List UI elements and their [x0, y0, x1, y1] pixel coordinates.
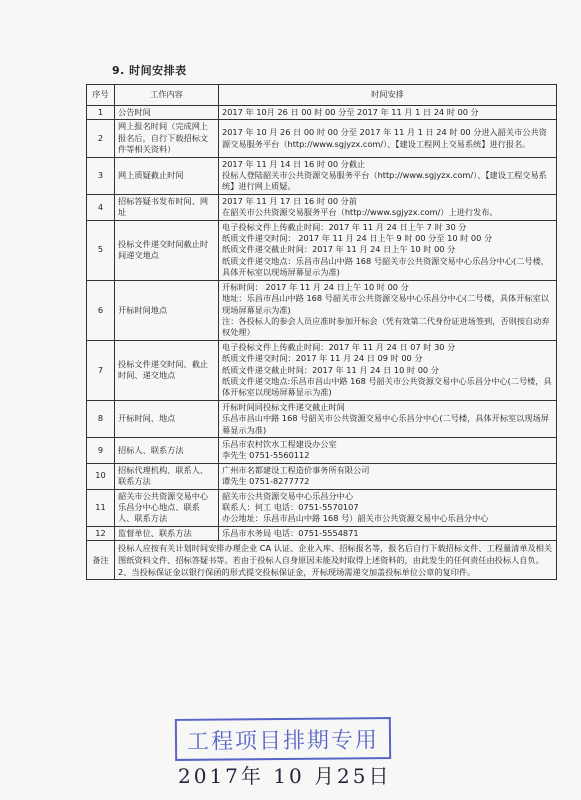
schedule-stamp: 工程项目排期专用 [175, 717, 391, 761]
time-line: 纸质文件递交地点:乐昌市昌山中路 168 号韶关市公共资源交易中心乐昌分中心(二号楼，具体开标室以现场屏幕显示为准) [222, 375, 552, 398]
row-time-arrangement [219, 340, 557, 400]
row-number: 8 [87, 400, 115, 437]
time-line: 开标时间： 2017 年 11 月 24 日上午 10 时 00 分 [222, 281, 409, 292]
row-time-arrangement [219, 489, 557, 526]
time-line: 乐昌市农村饮水工程建设办公室 [222, 438, 337, 449]
row-time-arrangement [219, 400, 557, 437]
table-row [87, 489, 557, 526]
time-line: 广州市名都建设工程造价事务所有限公司 [222, 464, 370, 475]
row-time-arrangement [219, 106, 557, 120]
time-line: 纸质文件递交截止时间：2017 年 11 月 24 日上午 10 时 00 分 [222, 244, 456, 255]
row-number: 10 [87, 463, 115, 489]
time-line: 2017 年 10 月 26 日 00 时 00 分至 2017 年 11 月 1 日 24 时 00 分进入韶关市公共资源交易服务平台（http://www.sgjyzx.com/）、【建设工程网上交易系统】进行报名。 [222, 127, 547, 149]
note-row [87, 541, 557, 580]
row-number: 2 [87, 120, 115, 157]
row-work-item: 投标文件递交时间、截止时间、递交地点 [115, 340, 219, 400]
table-row [87, 220, 557, 280]
table-header-row [87, 85, 557, 106]
row-time-arrangement [219, 437, 557, 463]
table-row [87, 280, 557, 340]
time-line: 联系人：何工 电话：0751-5570107 [222, 502, 359, 512]
row-work-item: 开标时间地点 [115, 280, 219, 340]
time-line: 电子投标文件上传截止时间：2017 年 11 月 24 日 07 时 30 分 [222, 341, 456, 352]
table-row [87, 526, 557, 540]
note-content [115, 541, 557, 580]
time-line: 2017 年 10月 26 日 00 时 00 分至 2017 年 11 月 1 日 24 时 00 分 [222, 107, 479, 117]
time-line: 谭先生 0751-8277772 [222, 476, 310, 487]
time-line: 李先生 0751-5560112 [222, 450, 310, 461]
row-work-item: 韶关市公共资源交易中心乐昌分中心地点、联系人、联系方法 [115, 489, 219, 526]
schedule-table [86, 84, 557, 580]
note-line: 2、当投标保证金以银行保函的形式提交投标保证金，开标现场需递交加盖投标单位公章的复印件。 [118, 567, 476, 578]
table-row [87, 120, 557, 157]
row-time-arrangement [219, 526, 557, 540]
row-work-item: 招标答疑书发布时间、网址 [115, 194, 219, 220]
note-line: 投标人应按有关计划时间安排办理企业 CA 认证、企业入库、招标报名等，报名后自行下载招标文件、工程量清单及相关图纸资料文件、招标答疑书等。若由于投标人自身原因未能及时取得上述资料的，由此发生的任何责任由投标人自负。 [118, 543, 553, 566]
table-row [87, 106, 557, 120]
time-line: 纸质文件递交时间： 2017 年 11 月 24 日上午 9 时 00 分至 10 时 00 分 [222, 233, 493, 244]
table-row [87, 437, 557, 463]
time-line: 开标时间同投标文件递交截止时间 [222, 401, 345, 412]
row-work-item: 投标文件递交时间截止时间递交地点 [115, 220, 219, 280]
page-title: 9. 时间安排表 [112, 64, 187, 77]
row-number: 4 [87, 194, 115, 220]
time-line: 在韶关市公共资源交易服务平台（http://www.sgjyzx.com/）上进行发布。 [222, 207, 498, 218]
row-work-item: 公告时间 [115, 106, 219, 120]
time-line: 地址：乐昌市昌山中路 168 号韶关市公共资源交易中心乐昌分中心(二号楼，具体开标室以现场屏幕显示为准) [222, 293, 549, 315]
table-row [87, 463, 557, 489]
row-number: 7 [87, 340, 115, 400]
row-time-arrangement [219, 194, 557, 220]
row-work-item: 开标时间、地点 [115, 400, 219, 437]
row-time-arrangement [219, 463, 557, 489]
row-number: 6 [87, 280, 115, 340]
time-line: 韶关市公共资源交易中心乐昌分中心 [222, 490, 354, 501]
table-row [87, 194, 557, 220]
row-time-arrangement [219, 280, 557, 340]
header-time: 时间安排 [219, 85, 557, 106]
stamp-date: 2017年 10 月25日 [178, 764, 392, 788]
row-work-item: 招标人、联系方法 [115, 437, 219, 463]
time-line: 乐昌市昌山中路 168 号韶关市公共资源交易中心乐昌分中心(二号楼，具体开标室以现场屏幕显示为准) [222, 413, 549, 435]
row-number: 1 [87, 106, 115, 120]
time-line: 纸质文件递交时间：2017 年 11 月 24 日 09 时 00 分 [222, 353, 423, 364]
row-time-arrangement [219, 157, 557, 194]
table-row [87, 157, 557, 194]
row-time-arrangement [219, 220, 557, 280]
time-line: 纸质文件递交地点：乐昌市昌山中路 168 号韶关市公共资源交易中心乐昌分中心(二号楼，具体开标室以现场屏幕显示为准) [222, 255, 549, 278]
row-number: 9 [87, 437, 115, 463]
time-line: 乐昌市水务局 电话：0751-5554871 [222, 527, 359, 538]
table-row [87, 400, 557, 437]
row-work-item: 网上报名时间（完成网上报名后，自行下载招标文件等相关资料） [115, 120, 219, 157]
row-number: 3 [87, 157, 115, 194]
row-work-item: 监督单位、联系方法 [115, 526, 219, 540]
row-number: 11 [87, 489, 115, 526]
note-label: 备注 [87, 541, 115, 580]
table-row [87, 340, 557, 400]
row-time-arrangement [219, 120, 557, 157]
time-line: 纸质文件递交截止时间：2017 年 11 月 24 日 10 时 00 分 [222, 364, 439, 375]
row-number: 5 [87, 220, 115, 280]
row-work-item: 网上质疑截止时间 [115, 157, 219, 194]
time-line: 2017 年 11 月 14 日 16 时 00 分截止 [222, 158, 366, 169]
time-line: 2017 年 11 月 17 日 16 时 00 分前 [222, 195, 358, 206]
row-number: 12 [87, 526, 115, 540]
time-line: 办公地址：乐昌市昌山中路 168 号）韶关市公共资源交易中心乐昌分中心 [222, 513, 489, 524]
time-line: 注：各投标人的参会人员应准时参加开标会（凭有效第二代身份证进场签到，否则按自动弃权处理） [222, 315, 550, 338]
time-line: 电子投标文件上传截止时间：2017 年 11 月 24 日上午 7 时 30 分 [222, 221, 467, 232]
row-work-item: 招标代理机构、联系人、联系方法 [115, 463, 219, 489]
header-no: 序号 [87, 85, 115, 106]
time-line: 投标人登陆韶关市公共资源交易服务平台（http://www.sgjyzx.com/）、【建设工程交易系统】进行网上质疑。 [222, 170, 547, 192]
header-item: 工作内容 [115, 85, 219, 106]
